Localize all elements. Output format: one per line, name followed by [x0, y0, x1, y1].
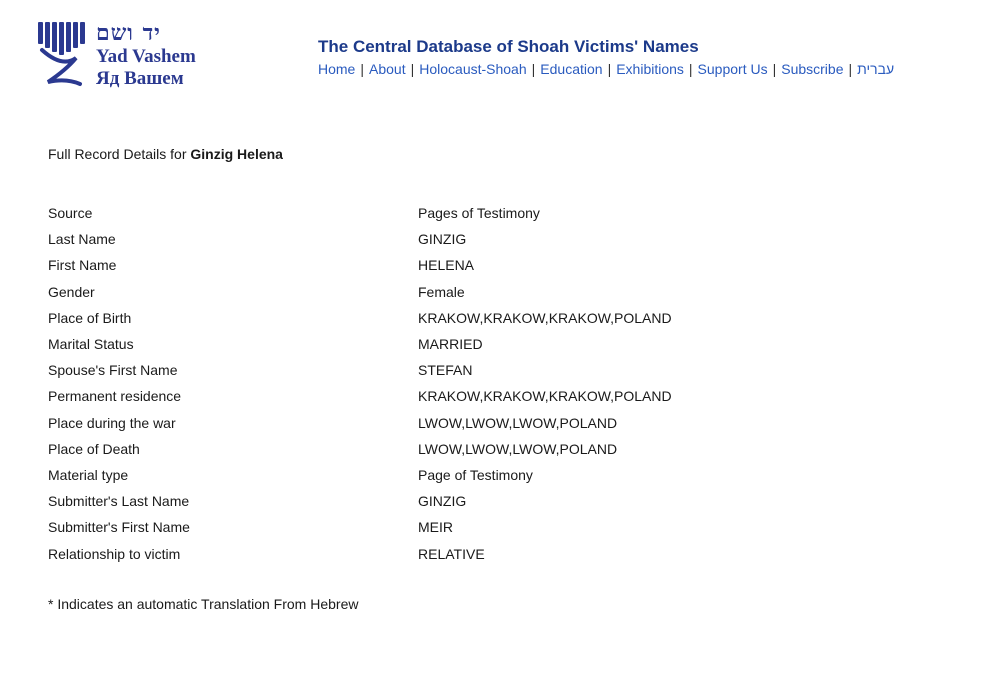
record-heading-prefix: Full Record Details for: [48, 146, 187, 162]
top-nav: [318, 61, 894, 77]
nav-support-us-link[interactable]: Support Us: [697, 61, 768, 77]
field-value: LWOW,LWOW,LWOW,POLAND: [418, 414, 618, 431]
nav-separator: |: [360, 61, 364, 77]
field-label: Relationship to victim: [48, 545, 181, 562]
detail-row-last-name: [48, 226, 748, 252]
record-heading: [48, 146, 283, 162]
detail-row-gender: [48, 279, 748, 305]
logo-hebrew-text: יד ושם: [96, 20, 161, 46]
field-label: Place during the war: [48, 414, 176, 431]
detail-row-place-of-death: [48, 436, 748, 462]
record-heading-name: Ginzig Helena: [190, 146, 283, 162]
nav-about-link[interactable]: About: [369, 61, 406, 77]
nav-separator: |: [607, 61, 612, 77]
nav-home-link[interactable]: Home: [318, 61, 356, 77]
detail-row-material-type: [48, 462, 748, 488]
record-details-table: [48, 200, 748, 567]
detail-row-permanent-residence: [48, 383, 748, 409]
logo-latin-text: Yad Vashem: [96, 46, 196, 67]
field-value: KRAKOW,KRAKOW,KRAKOW,POLAND: [418, 309, 672, 326]
detail-row-submitter-first-name: [48, 514, 748, 540]
field-value: GINZIG: [418, 231, 467, 248]
detail-row-submitter-last-name: [48, 488, 748, 514]
nav-separator: |: [531, 61, 536, 77]
detail-row-relationship: [48, 540, 748, 566]
field-value: RELATIVE: [418, 545, 485, 562]
detail-row-marital-status: [48, 331, 748, 357]
logo-cyrillic-text: Яд Вашем: [96, 68, 184, 89]
field-value: MARRIED: [418, 336, 483, 353]
translation-footnote: * Indicates an automatic Translation From Hebrew: [48, 596, 359, 612]
field-value: Pages of Testimony: [418, 205, 540, 222]
menorah-icon: [36, 20, 90, 90]
yad-vashem-logo[interactable]: [36, 20, 236, 92]
detail-row-source: [48, 200, 748, 226]
nav-hebrew-link[interactable]: עברית: [857, 61, 895, 77]
field-label: First Name: [48, 257, 117, 274]
field-value: STEFAN: [418, 362, 473, 379]
detail-row-first-name: [48, 252, 748, 278]
field-label: Place of Death: [48, 440, 140, 457]
site-title: The Central Database of Shoah Victims' Names: [318, 37, 699, 56]
field-label: Submitter's Last Name: [48, 493, 190, 510]
field-label: Material type: [48, 466, 129, 483]
detail-row-place-of-birth: [48, 305, 748, 331]
nav-exhibitions-link[interactable]: Exhibitions: [616, 61, 684, 77]
nav-holocaust-shoah-link[interactable]: Holocaust-Shoah: [419, 61, 527, 77]
field-value: Page of Testimony: [418, 466, 533, 483]
field-value: KRAKOW,KRAKOW,KRAKOW,POLAND: [418, 388, 672, 405]
field-label: Source: [48, 205, 93, 222]
field-label: Last Name: [48, 231, 116, 248]
field-value: LWOW,LWOW,LWOW,POLAND: [418, 440, 618, 457]
nav-separator: |: [410, 61, 415, 77]
nav-subscribe-link[interactable]: Subscribe: [781, 61, 844, 77]
field-label: Gender: [48, 283, 95, 300]
detail-row-spouse-first-name: [48, 357, 748, 383]
nav-education-link[interactable]: Education: [540, 61, 603, 77]
field-label: Submitter's First Name: [48, 519, 190, 536]
field-value: HELENA: [418, 257, 475, 274]
nav-separator: |: [848, 61, 853, 77]
nav-separator: |: [688, 61, 693, 77]
nav-separator: |: [772, 61, 777, 77]
field-value: MEIR: [418, 519, 453, 536]
field-label: Spouse's First Name: [48, 362, 178, 379]
field-label: Permanent residence: [48, 388, 182, 405]
field-label: Place of Birth: [48, 309, 132, 326]
field-value: Female: [418, 283, 465, 300]
field-label: Marital Status: [48, 336, 134, 353]
detail-row-place-during-war: [48, 410, 748, 436]
field-value: GINZIG: [418, 493, 467, 510]
